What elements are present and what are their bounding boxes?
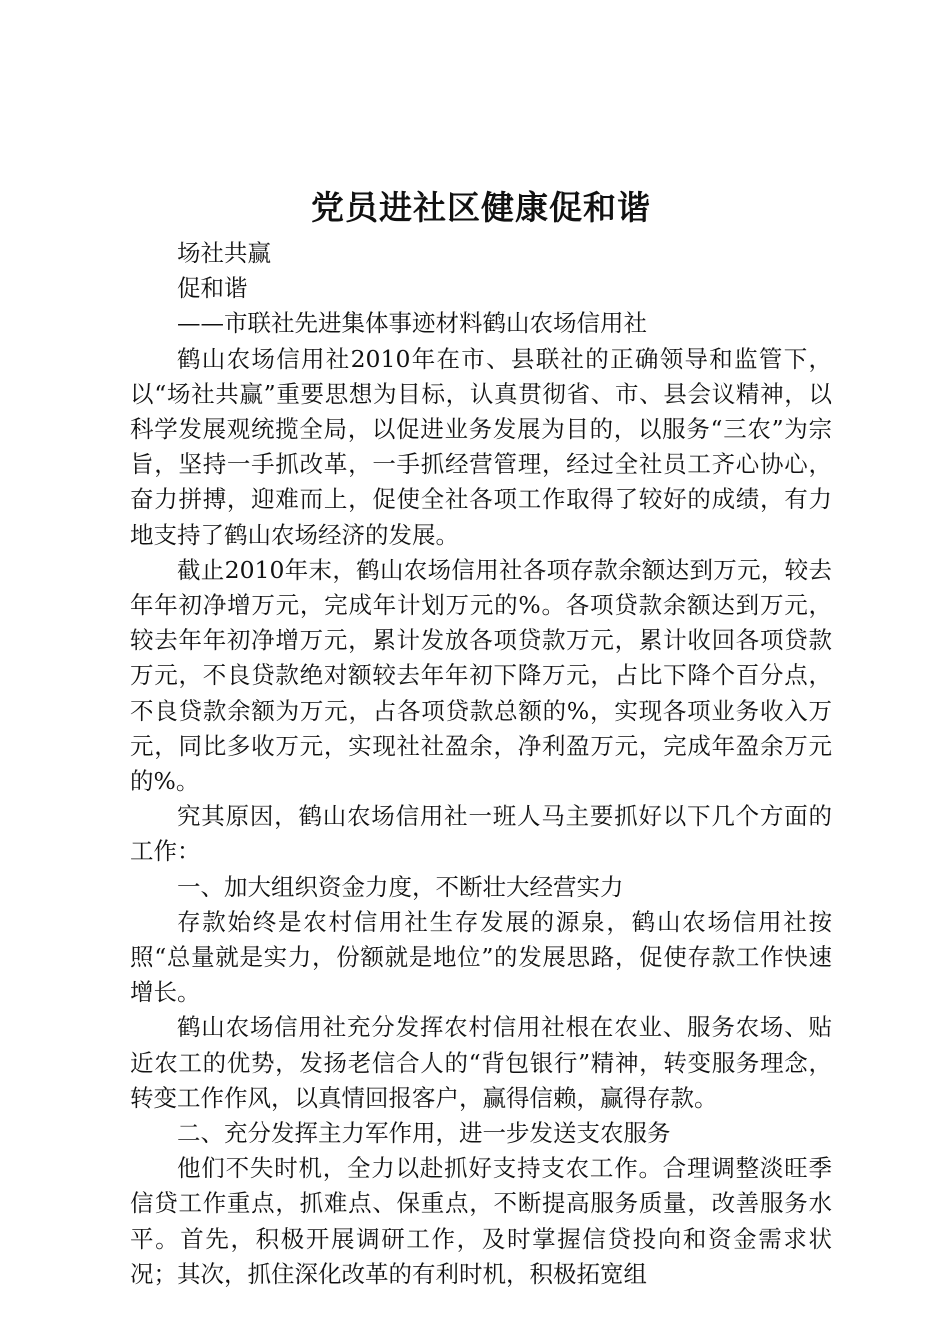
paragraph-deposits: 存款始终是农村信用社生存发展的源泉，鹤山农场信用社按照“总量就是实力，份额就是地位”的发展思路，促使存款工作快速增长。: [130, 907, 832, 1007]
document-page: [130, 180, 832, 1292]
document-title: 党员进社区健康促和谐: [311, 188, 651, 227]
paragraph-figures: 截止2010年末，鹤山农场信用社各项存款余额达到万元，较去年年初净增万元，完成年计划万元的%。各项贷款余额达到万元，较去年年初净增万元，累计发放各项贷款万元，累计收回各项贷款万元，不良贷款绝对额较去年年初下降万元，占比下降个百分点，不良贷款余额为万元，占各项贷款总额的%，实现各项业务收入万元，同比多收万元，实现社社盈余，净利盈万元，完成年盈余万元的%。: [130, 555, 832, 796]
section-heading-2: 二、充分发挥主力军作用，进一步发送支农服务: [177, 1119, 671, 1148]
paragraph-intro: 鹤山农场信用社2010年在市、县联社的正确领导和监管下，以“场社共赢”重要思想为目标，认真贯彻省、市、县会议精神，以科学发展观统揽全局，以促进业务发展为目的，以服务“三农”为宗旨，坚持一手抓改革，一手抓经营管理，经过全社员工齐心协心，奋力拼搏，迎难而上，促使全社各项工作取得了较好的成绩，有力地支持了鹤山农场经济的发展。: [130, 344, 832, 549]
paragraph-support: 他们不失时机，全力以赴抓好支持支农工作。合理调整淡旺季信贷工作重点，抓难点、保重点，不断提高服务质量，改善服务水平。首先，积极开展调研工作，及时掌握信贷投向和资金需求状况；其次，抓住深化改革的有利时机，积极拓宽组: [130, 1154, 832, 1288]
paragraph-subtitle-1: 场社共赢: [177, 239, 271, 267]
section-heading-1: 一、加大组织资金力度，不断壮大经营实力: [177, 872, 624, 901]
paragraph-byline: ——市联社先进集体事迹材料鹤山农场信用社: [177, 309, 647, 338]
paragraph-subtitle-2: 促和谐: [177, 274, 248, 303]
paragraph-service: 鹤山农场信用社充分发挥农村信用社根在农业、服务农场、贴近农工的优势，发扬老信合人的“背包银行”精神，转变服务理念，转变工作作风，以真情回报客户，赢得信赖，赢得存款。: [130, 1013, 832, 1112]
paragraph-reasons: 究其原因，鹤山农场信用社一班人马主要抓好以下几个方面的工作：: [130, 802, 832, 866]
